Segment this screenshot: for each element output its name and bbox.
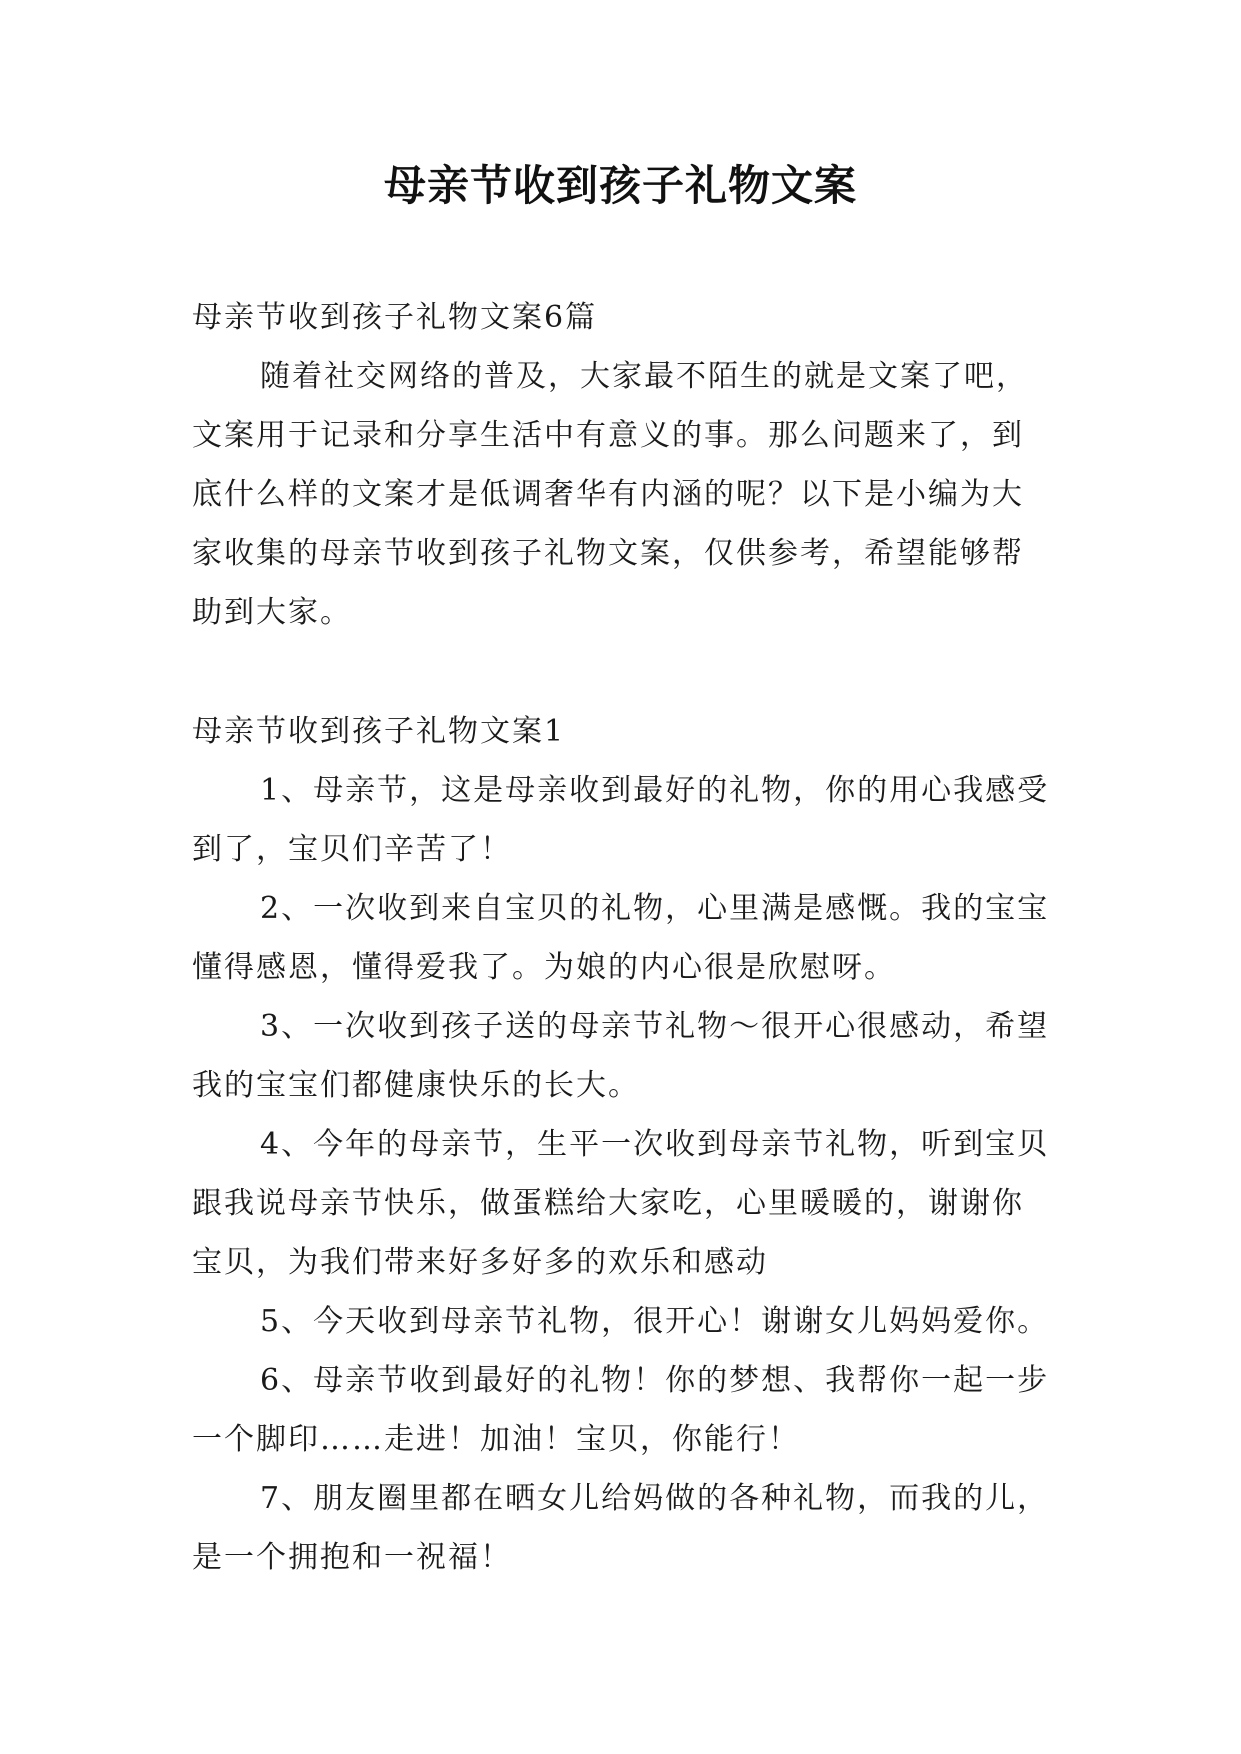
list-item: 3、一次收到孩子送的母亲节礼物～很开心很感动，希望我的宝宝们都健康快乐的长大。	[192, 1009, 1050, 1103]
intro-paragraph: 随着社交网络的普及，大家最不陌生的就是文案了吧，文案用于记录和分享生活中有意义的事。那么问题来了，到底什么样的文案才是低调奢华有内涵的呢？以下是小编为大家收集的母亲节收到孩子礼物文案，仅供参考，希望能够帮助到大家。	[192, 359, 1028, 630]
section-spacer	[192, 642, 1052, 702]
document-body	[192, 288, 1052, 1587]
list-item: 1、母亲节，这是母亲收到最好的礼物，你的用心我感受到了，宝贝们辛苦了！	[192, 773, 1050, 867]
list-item: 4、今年的母亲节，生平一次收到母亲节礼物，听到宝贝跟我说母亲节快乐，做蛋糕给大家吃，心里暖暖的，谢谢你宝贝，为我们带来好多好多的欢乐和感动	[192, 1127, 1050, 1280]
document-title: 母亲节收到孩子礼物文案	[383, 161, 857, 210]
list-item: 5、今天收到母亲节礼物，很开心！谢谢女儿妈妈爱你。	[260, 1304, 1050, 1339]
list-item: 2、一次收到来自宝贝的礼物，心里满是感慨。我的宝宝懂得感恩，懂得爱我了。为娘的内心很是欣慰呀。	[192, 891, 1050, 985]
list-item: 7、朋友圈里都在晒女儿给妈做的各种礼物，而我的儿，是一个拥抱和一祝福！	[192, 1481, 1050, 1575]
list-item: 6、母亲节收到最好的礼物！你的梦想、我帮你一起一步一个脚印……走进！加油！宝贝，你能行！	[192, 1363, 1050, 1457]
document-subtitle: 母亲节收到孩子礼物文案6篇	[192, 300, 598, 335]
section-heading: 母亲节收到孩子礼物文案1	[192, 714, 566, 749]
